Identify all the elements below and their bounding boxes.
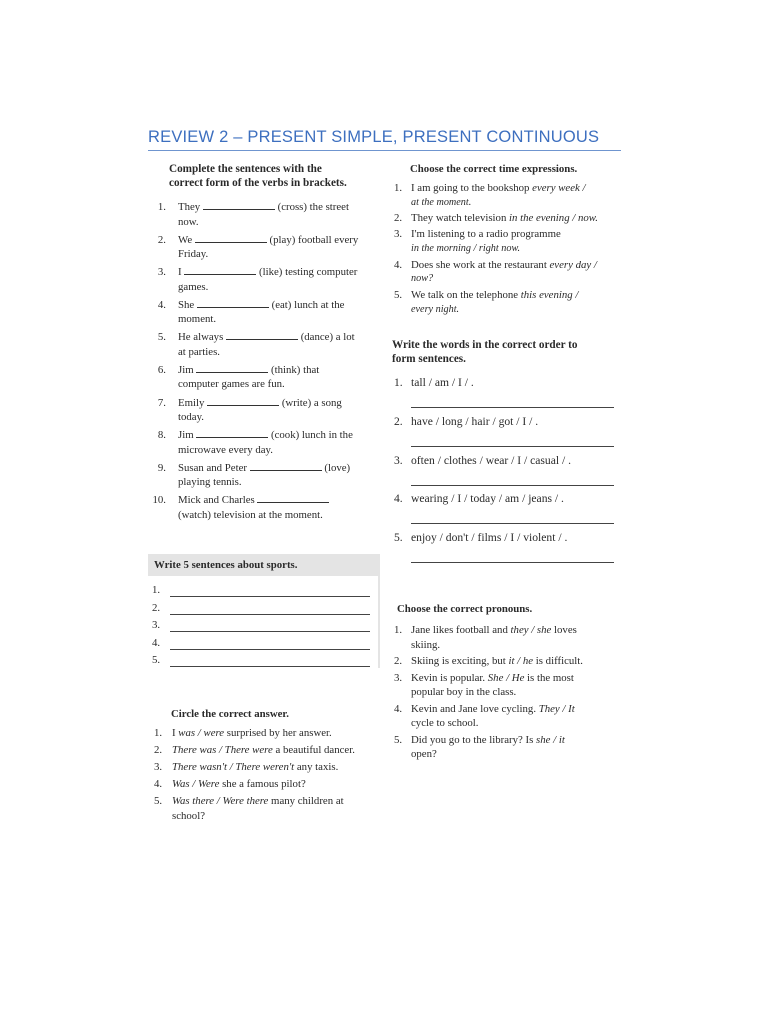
item-text: any taxis.: [294, 761, 339, 774]
item-text: (think) that: [271, 363, 320, 376]
item-text: tall / am / I / .: [411, 376, 474, 389]
ex2-box-header: [148, 554, 380, 576]
item-continuation: cycle to school.: [411, 717, 479, 729]
list-item: [394, 258, 624, 287]
item-continuation: at the moment.: [411, 196, 472, 208]
item-continuation: skiing.: [411, 638, 441, 651]
ex4-heading: Choose the correct time expressions.: [410, 163, 578, 175]
item-text: I am going to the bookshop: [411, 182, 533, 194]
list-item: [154, 298, 379, 327]
item-number: 3.: [394, 228, 403, 241]
item-options: Was there / Were there: [172, 795, 269, 808]
item-line: [411, 671, 624, 686]
item-text: (write) a song: [281, 396, 342, 409]
item-number: 1.: [157, 201, 166, 213]
item-text: I: [172, 727, 179, 739]
item-line: [172, 794, 379, 809]
list-item: [394, 702, 624, 731]
item-continuation: now?: [411, 273, 434, 285]
item-text: is the most: [524, 671, 574, 684]
item-line: [172, 743, 379, 758]
item-number: 2.: [394, 655, 403, 667]
ex2-list: [152, 583, 374, 671]
list-item: [154, 794, 379, 823]
list-item: [394, 492, 624, 528]
ex4-list: [394, 181, 624, 318]
ex3-heading: Circle the correct answer.: [171, 708, 289, 720]
item-options: They / It: [538, 702, 575, 715]
item-options: they / she: [510, 624, 552, 636]
item-continuation: games.: [178, 280, 209, 293]
item-text: Jim: [178, 429, 194, 442]
item-line: [411, 702, 624, 717]
item-line: [178, 233, 379, 248]
item-continuation: microwave every day.: [178, 443, 273, 456]
answer-blank: [226, 330, 298, 340]
item-text: is difficult.: [533, 655, 583, 667]
answer-blank: [207, 396, 279, 406]
item-options: in the evening / now.: [509, 212, 598, 225]
answer-line: [170, 649, 370, 650]
list-item: [394, 654, 624, 669]
item-text: (eat) lunch at the: [271, 298, 345, 311]
item-text: He always: [178, 331, 224, 344]
list-item: [394, 227, 624, 256]
item-text: They: [178, 201, 201, 213]
item-text: Emily: [178, 396, 205, 409]
item-number: 5.: [157, 331, 166, 344]
item-continuation: every night.: [411, 303, 460, 315]
item-line: [411, 181, 624, 196]
item-number: 1.: [394, 182, 403, 194]
item-line: [411, 211, 624, 226]
item-text: Does she work at the restaurant: [411, 258, 550, 271]
item-text: (cross) the street: [277, 201, 349, 213]
item-line: [411, 623, 624, 638]
item-continuation: today.: [178, 411, 204, 424]
item-options: Was / Were: [172, 778, 220, 791]
item-text: she a famous pilot?: [219, 778, 306, 791]
list-item: [394, 671, 624, 700]
item-line: [178, 363, 379, 378]
item-text: Skiing is exciting, but: [411, 655, 509, 667]
item-line: [178, 396, 379, 411]
item-number: 4.: [394, 702, 403, 715]
item-line: [172, 760, 379, 775]
item-number: 4.: [157, 298, 166, 311]
item-number: 3.: [154, 761, 163, 774]
list-item: [394, 454, 624, 490]
item-number: 9.: [157, 461, 166, 474]
item-number: 10.: [152, 494, 166, 507]
ex1-heading: Complete the sentences with the correct form of the verbs in brackets.: [169, 163, 347, 189]
answer-line: [411, 407, 614, 408]
item-text: have / long / hair / got / I / .: [411, 414, 539, 428]
ex3-list: [154, 726, 379, 826]
ex6-list: [394, 623, 624, 764]
item-text: She: [178, 298, 195, 311]
item-continuation: playing tennis.: [178, 476, 242, 489]
answer-blank: [184, 265, 256, 275]
item-number: 4.: [394, 258, 403, 271]
item-options: this evening /: [520, 289, 579, 302]
item-continuation: (watch) television at the moment.: [178, 508, 323, 521]
item-number: 1.: [154, 727, 163, 739]
list-item: [154, 461, 379, 490]
item-options: There wasn't / There weren't: [172, 761, 295, 774]
item-line: [172, 726, 379, 741]
item-number: 8.: [157, 429, 166, 442]
item-number: 1.: [152, 584, 161, 596]
item-text: often / clothes / wear / I / casual / .: [411, 453, 572, 467]
item-number: 1.: [394, 376, 403, 389]
item-text: Did you go to the library? Is: [411, 733, 537, 746]
item-continuation: Friday.: [178, 248, 209, 261]
item-text: loves: [551, 624, 577, 636]
ex2-heading: Write 5 sentences about sports.: [154, 559, 298, 571]
item-options: She / He: [487, 671, 525, 684]
item-text: Mick and Charles: [178, 494, 255, 507]
item-text: Susan and Peter: [178, 461, 247, 474]
list-item: [154, 428, 379, 457]
item-text: Kevin is popular.: [411, 671, 488, 684]
item-line: [178, 200, 379, 215]
list-item: [394, 376, 624, 412]
list-item: [394, 415, 624, 451]
item-line: [178, 265, 379, 280]
item-text: They watch television: [411, 212, 510, 225]
list-item: [154, 233, 379, 262]
item-number: 4.: [152, 636, 161, 649]
answer-blank: [250, 461, 322, 471]
item-continuation: now.: [178, 215, 199, 228]
list-item: [394, 531, 624, 567]
ex1-list: [154, 200, 379, 526]
item-options: every day /: [549, 258, 597, 271]
item-text: (love): [324, 461, 351, 474]
item-line: [411, 288, 624, 303]
item-line: [411, 258, 624, 273]
list-item: [394, 211, 624, 226]
item-continuation: popular boy in the class.: [411, 686, 517, 698]
item-options: There was / There were: [172, 744, 273, 757]
item-number: 2.: [394, 212, 403, 225]
ex6-heading: Choose the correct pronouns.: [397, 603, 533, 615]
item-line: [178, 298, 379, 313]
item-text: We talk on the telephone: [411, 289, 521, 302]
item-line: [172, 777, 379, 792]
page-title: REVIEW 2 – PRESENT SIMPLE, PRESENT CONTINUOUS: [148, 128, 600, 146]
list-item: [154, 330, 379, 359]
item-number: 5.: [394, 289, 403, 302]
ex2-box-right-border: [378, 576, 380, 668]
list-item: [394, 623, 624, 652]
item-options: she / it: [536, 733, 565, 746]
list-item: [152, 636, 374, 654]
item-text: wearing / I / today / am / jeans / .: [411, 492, 564, 506]
item-text: We: [178, 233, 193, 246]
answer-blank: [195, 233, 267, 243]
item-number: 4.: [154, 778, 163, 791]
item-line: [411, 654, 624, 669]
item-number: 1.: [394, 624, 403, 636]
item-line: [178, 493, 379, 508]
list-item: [152, 653, 374, 671]
item-continuation: open?: [411, 748, 437, 760]
item-line: [411, 733, 624, 748]
list-item: [154, 493, 379, 522]
answer-line: [170, 666, 370, 667]
item-text: I'm listening to a radio programme: [411, 228, 561, 241]
item-number: 4.: [394, 492, 403, 506]
list-item: [154, 396, 379, 425]
ex5-list: [394, 376, 624, 556]
item-number: 5.: [394, 531, 403, 545]
item-text: Jim: [178, 363, 194, 376]
item-number: 6.: [157, 363, 166, 376]
answer-blank: [196, 363, 268, 373]
item-continuation: computer games are fun.: [178, 378, 285, 391]
item-text: a beautiful dancer.: [272, 744, 355, 757]
item-text: (like) testing computer: [259, 266, 358, 279]
item-text: I: [178, 266, 182, 279]
item-text: (play) football every: [269, 233, 359, 246]
item-number: 3.: [152, 619, 161, 632]
list-item: [394, 181, 624, 210]
item-number: 2.: [154, 744, 163, 757]
answer-line: [411, 446, 614, 447]
item-text: (cook) lunch in the: [271, 429, 353, 442]
item-options: it / he: [508, 655, 534, 667]
answer-blank: [203, 200, 275, 210]
item-continuation: at parties.: [178, 345, 220, 358]
item-number: 3.: [394, 671, 403, 684]
ex5-heading: Write the words in the correct order to form sentences.: [392, 339, 578, 365]
item-number: 5.: [394, 733, 403, 746]
item-number: 5.: [154, 795, 163, 808]
list-item: [394, 733, 624, 762]
list-item: [154, 200, 379, 229]
item-number: 7.: [157, 396, 166, 409]
list-item: [154, 777, 379, 792]
item-text: many children at: [268, 795, 344, 808]
answer-blank: [197, 298, 269, 308]
item-line: [178, 461, 379, 476]
item-text: Kevin and Jane love cycling.: [411, 702, 539, 715]
item-continuation: in the morning / right now.: [411, 242, 521, 254]
answer-blank: [257, 493, 329, 503]
list-item: [152, 583, 374, 601]
item-number: 2.: [394, 414, 403, 428]
answer-line: [170, 596, 370, 597]
item-line: [178, 330, 379, 345]
item-number: 5.: [152, 654, 161, 667]
list-item: [154, 726, 379, 741]
item-options: every week /: [532, 182, 586, 194]
item-number: 3.: [394, 453, 403, 467]
item-text: (dance) a lot: [300, 331, 355, 344]
answer-line: [411, 523, 614, 524]
answer-blank: [196, 428, 268, 438]
item-text: enjoy / don't / films / I / violent / .: [411, 531, 568, 545]
list-item: [154, 265, 379, 294]
answer-line: [170, 631, 370, 632]
item-number: 3.: [157, 266, 166, 279]
list-item: [154, 743, 379, 758]
answer-line: [170, 614, 370, 615]
item-line: [411, 227, 624, 242]
answer-line: [411, 485, 614, 486]
answer-line: [411, 562, 614, 563]
title-rule: [148, 150, 621, 151]
item-text: surprised by her answer.: [224, 727, 332, 739]
item-line: [178, 428, 379, 443]
item-number: 2.: [157, 233, 166, 246]
item-continuation: school?: [172, 809, 205, 822]
item-number: 2.: [152, 601, 161, 614]
item-options: was / were: [178, 727, 225, 739]
list-item: [394, 288, 624, 317]
item-text: Jane likes football and: [411, 624, 511, 636]
list-item: [154, 760, 379, 775]
list-item: [152, 618, 374, 636]
list-item: [152, 601, 374, 619]
item-continuation: moment.: [178, 313, 217, 326]
list-item: [154, 363, 379, 392]
